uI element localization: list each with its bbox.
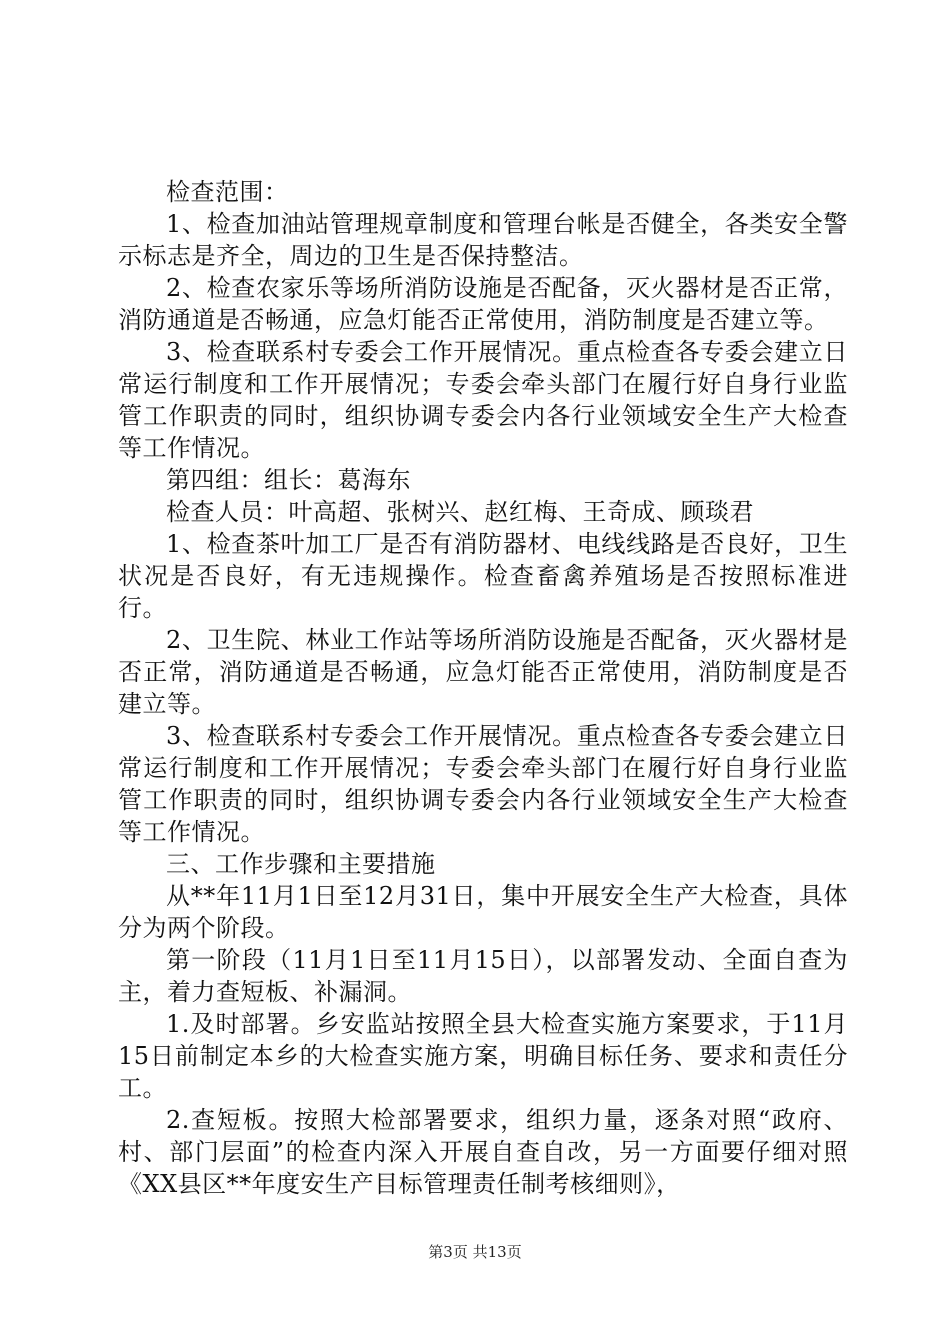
paragraph: 2.查短板。按照大检部署要求，组织力量，逐条对照“政府、村、部门层面”的检查内深入开展自查自改，另一方面要仔细对照《XX县区**年度安生产目标管理责任制考核细则》，: [118, 1106, 848, 1198]
group-leader-line: 第四组：组长：葛海东: [166, 466, 411, 494]
document-body: [118, 176, 848, 1200]
paragraph: 2、卫生院、林业工作站等场所消防设施是否配备，灭火器材是否正常，消防通道是否畅通，应急灯能否正常使用，消防制度是否建立等。: [118, 626, 848, 718]
section-heading-scope: 检查范围：: [166, 178, 289, 206]
paragraph: 从**年11月1日至12月31日，集中开展安全生产大检查，具体分为两个阶段。: [118, 882, 848, 942]
paragraph: 2、检查农家乐等场所消防设施是否配备，灭火器材是否正常，消防通道是否畅通，应急灯能否正常使用，消防制度是否建立等。: [118, 274, 848, 334]
inspectors-line: 检查人员：叶高超、张树兴、赵红梅、王奇成、顾琰君: [166, 498, 754, 526]
page-number-footer: 第3页 共13页: [428, 1243, 522, 1261]
paragraph: 3、检查联系村专委会工作开展情况。重点检查各专委会建立日常运行制度和工作开展情况；专委会牵头部门在履行好自身行业监管工作职责的同时，组织协调专委会内各行业领域安全生产大检查等工作情况。: [118, 722, 848, 846]
paragraph: 1.及时部署。乡安监站按照全县大检查实施方案要求，于11月15日前制定本乡的大检查实施方案，明确目标任务、要求和责任分工。: [118, 1010, 848, 1102]
paragraph: 3、检查联系村专委会工作开展情况。重点检查各专委会建立日常运行制度和工作开展情况；专委会牵头部门在履行好自身行业监管工作职责的同时，组织协调专委会内各行业领域安全生产大检查等工作情况。: [118, 338, 848, 462]
paragraph: 1、检查茶叶加工厂是否有消防器材、电线线路是否良好，卫生状况是否良好，有无违规操作。检查畜禽养殖场是否按照标准进行。: [118, 530, 848, 622]
paragraph: 第一阶段（11月1日至11月15日），以部署发动、全面自查为主，着力查短板、补漏洞。: [118, 946, 848, 1006]
section-heading-steps: 三、工作步骤和主要措施: [166, 850, 436, 878]
paragraph: 1、检查加油站管理规章制度和管理台帐是否健全，各类安全警示标志是齐全，周边的卫生是否保持整洁。: [118, 210, 848, 270]
